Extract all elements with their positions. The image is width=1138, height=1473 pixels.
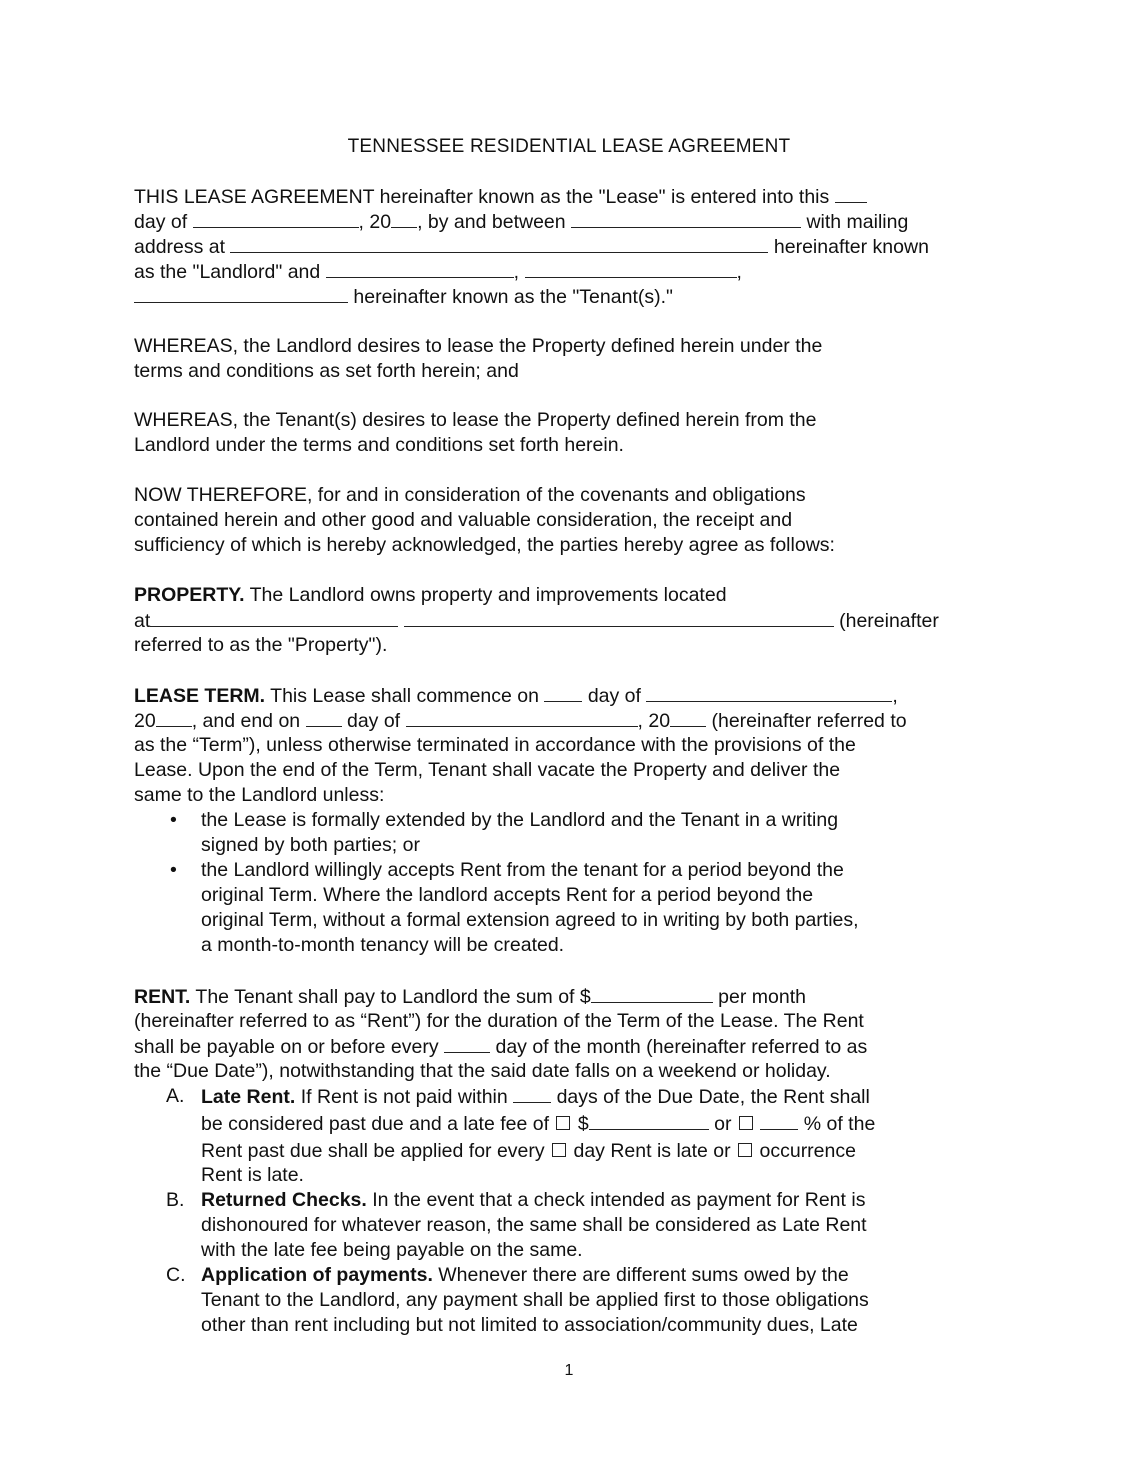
whereas-1-line-1: WHEREAS, the Landlord desires to lease the Property defined herein under the bbox=[134, 335, 823, 357]
blank-field[interactable] bbox=[156, 708, 192, 727]
intro-line-5: hereinafter known as the "Tenant(s)." bbox=[134, 284, 673, 310]
property-line-1: PROPERTY. The Landlord owns property and improvements located bbox=[134, 584, 727, 606]
rent-line-1: RENT. The Tenant shall pay to Landlord the sum of $ per month bbox=[134, 986, 806, 1008]
lease-term-line-3: as the “Term”), unless otherwise terminated in accordance with the provisions of the bbox=[134, 734, 856, 756]
late-rent-line-4: Rent is late. bbox=[201, 1164, 304, 1186]
whereas-2-line-1: WHEREAS, the Tenant(s) desires to lease the Property defined herein from the bbox=[134, 409, 817, 431]
blank-field[interactable] bbox=[670, 708, 706, 727]
intro-line-2: day of , 20 , by and between with mailing bbox=[134, 211, 909, 233]
returned-checks-line-3: with the late fee being payable on the same. bbox=[201, 1239, 583, 1261]
application-payments-line-2: Tenant to the Landlord, any payment shall be applied first to those obligations bbox=[201, 1289, 869, 1311]
lease-term-heading: LEASE TERM. bbox=[134, 685, 266, 707]
lease-term-line-2: 20 , and end on day of , 20 (hereinafter referred to bbox=[134, 710, 907, 732]
blank-field[interactable] bbox=[835, 184, 867, 203]
rent-line-4: the “Due Date”), notwithstanding that the said date falls on a weekend or holiday. bbox=[134, 1060, 831, 1082]
late-rent-line-3: Rent past due shall be applied for every day Rent is late or occurrence bbox=[201, 1140, 856, 1162]
lease-term-bullet-1-line-2: signed by both parties; or bbox=[201, 834, 420, 856]
list-letter-c: C. bbox=[166, 1264, 186, 1286]
bullet-icon: • bbox=[170, 809, 177, 831]
property-line-3: referred to as the "Property"). bbox=[134, 634, 388, 656]
lease-term-line-4: Lease. Upon the end of the Term, Tenant shall vacate the Property and deliver the bbox=[134, 759, 841, 781]
now-therefore-line-1: NOW THEREFORE, for and in consideration of the covenants and obligations bbox=[134, 484, 806, 506]
application-payments-heading: Application of payments. bbox=[201, 1264, 433, 1286]
blank-field[interactable] bbox=[760, 1111, 798, 1130]
blank-field[interactable] bbox=[544, 683, 582, 702]
blank-field[interactable] bbox=[391, 209, 417, 228]
intro-line-3: address at hereinafter known bbox=[134, 236, 929, 258]
document-title: TENNESSEE RESIDENTIAL LEASE AGREEMENT bbox=[347, 136, 791, 157]
page-number: 1 bbox=[564, 1362, 574, 1379]
lease-term-bullet-2-line-3: original Term, without a formal extension agreed to in writing by both parties, bbox=[201, 909, 859, 931]
list-letter-a: A. bbox=[166, 1085, 185, 1107]
checkbox[interactable] bbox=[739, 1116, 753, 1130]
whereas-2-line-2: Landlord under the terms and conditions set forth herein. bbox=[134, 434, 624, 456]
whereas-1-line-2: terms and conditions as set forth herein; and bbox=[134, 360, 519, 382]
application-payments-line-3: other than rent including but not limited to association/community dues, Late bbox=[201, 1314, 858, 1336]
blank-field[interactable] bbox=[134, 284, 348, 303]
checkbox[interactable] bbox=[552, 1143, 566, 1157]
blank-field[interactable] bbox=[406, 708, 638, 727]
rent-line-3: shall be payable on or before every day of the month (hereinafter referred to as bbox=[134, 1036, 868, 1058]
checkbox[interactable] bbox=[556, 1116, 570, 1130]
blank-field[interactable] bbox=[230, 234, 768, 253]
late-rent-line-2: be considered past due and a late fee of $ or % of the bbox=[201, 1113, 876, 1135]
rent-line-2: (hereinafter referred to as “Rent”) for the duration of the Term of the Lease. The Rent bbox=[134, 1010, 864, 1032]
late-rent-line-1: Late Rent. If Rent is not paid within days of the Due Date, the Rent shall bbox=[201, 1086, 870, 1108]
application-payments-line-1: Application of payments. Whenever there are different sums owed by the bbox=[201, 1264, 849, 1286]
now-therefore-line-2: contained herein and other good and valuable consideration, the receipt and bbox=[134, 509, 793, 531]
returned-checks-line-1: Returned Checks. In the event that a check intended as payment for Rent is bbox=[201, 1189, 866, 1211]
property-line-2: at (hereinafter bbox=[134, 610, 939, 632]
intro-line-1: THIS LEASE AGREEMENT hereinafter known as the "Lease" is entered into this bbox=[134, 184, 867, 210]
blank-field[interactable] bbox=[589, 1111, 709, 1130]
list-letter-b: B. bbox=[166, 1189, 185, 1211]
blank-field[interactable] bbox=[404, 608, 834, 627]
lease-term-bullet-1-line-1: the Lease is formally extended by the Landlord and the Tenant in a writing bbox=[201, 809, 839, 831]
blank-field[interactable] bbox=[525, 259, 737, 278]
property-heading: PROPERTY. bbox=[134, 584, 245, 606]
now-therefore-line-3: sufficiency of which is hereby acknowledged, the parties hereby agree as follows: bbox=[134, 534, 835, 556]
blank-field[interactable] bbox=[646, 683, 892, 702]
intro-line-4: as the "Landlord" and , , bbox=[134, 261, 742, 283]
lease-term-bullet-2-line-2: original Term. Where the landlord accepts Rent for a period beyond the bbox=[201, 884, 814, 906]
lease-term-line-5: same to the Landlord unless: bbox=[134, 784, 385, 806]
rent-heading: RENT. bbox=[134, 986, 191, 1008]
lease-term-bullet-2-line-4: a month-to-month tenancy will be created. bbox=[201, 934, 565, 956]
blank-field[interactable] bbox=[150, 608, 398, 627]
blank-field[interactable] bbox=[193, 209, 359, 228]
blank-field[interactable] bbox=[444, 1034, 490, 1053]
blank-field[interactable] bbox=[591, 984, 713, 1003]
returned-checks-line-2: dishonoured for whatever reason, the same shall be considered as Late Rent bbox=[201, 1214, 867, 1236]
lease-term-bullet-2-line-1: the Landlord willingly accepts Rent from the tenant for a period beyond the bbox=[201, 859, 844, 881]
blank-field[interactable] bbox=[306, 708, 342, 727]
blank-field[interactable] bbox=[326, 259, 514, 278]
checkbox[interactable] bbox=[738, 1143, 752, 1157]
blank-field[interactable] bbox=[571, 209, 801, 228]
bullet-icon: • bbox=[170, 859, 177, 881]
blank-field[interactable] bbox=[513, 1084, 551, 1103]
returned-checks-heading: Returned Checks. bbox=[201, 1189, 367, 1211]
lease-term-line-1: LEASE TERM. This Lease shall commence on day of , bbox=[134, 685, 898, 707]
late-rent-heading: Late Rent. bbox=[201, 1086, 296, 1108]
